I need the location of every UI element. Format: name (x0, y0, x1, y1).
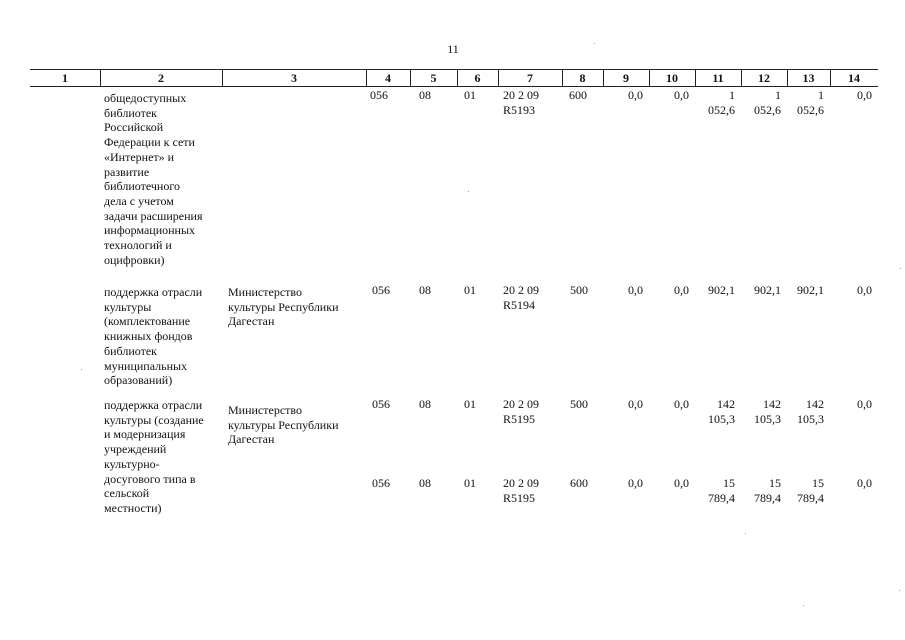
expense-type-code: 500 (570, 283, 588, 297)
program-name: поддержка отрасли культуры (создание и модернизация учреждений культурно- досугового типа в сельской местности) (104, 398, 204, 515)
target-article-code: 20 2 09 R5195 (503, 476, 539, 505)
code-col4: 056 (372, 283, 390, 297)
value-col13: 902,1 (797, 283, 824, 297)
column-number-3: 3 (291, 71, 297, 85)
value-col10: 0,0 (674, 88, 689, 102)
scan-speck (81, 369, 82, 370)
scan-speck (745, 533, 746, 534)
code-col4: 056 (370, 88, 388, 102)
code-col6: 01 (464, 476, 476, 490)
expense-type-code: 600 (569, 88, 587, 102)
value-col14: 0,0 (857, 283, 872, 297)
ministry-name: Министерство культуры Республики Дагестан (228, 403, 339, 447)
column-number-14: 14 (848, 71, 860, 85)
value-col14: 0,0 (857, 476, 872, 490)
code-col6: 01 (464, 283, 476, 297)
column-number-1: 1 (62, 71, 68, 85)
target-article-code: 20 2 09 R5195 (503, 397, 539, 426)
value-col13: 142 105,3 (797, 397, 824, 426)
program-name: поддержка отрасли культуры (комплектование книжных фондов библиотек муниципальных образований) (104, 285, 203, 388)
ministry-name: Министерство культуры Республики Дагестан (228, 285, 339, 329)
code-col4: 056 (372, 476, 390, 490)
column-number-7: 7 (527, 71, 533, 85)
value-col10: 0,0 (674, 283, 689, 297)
column-number-4: 4 (385, 71, 391, 85)
column-number-9: 9 (623, 71, 629, 85)
value-col14: 0,0 (857, 397, 872, 411)
scan-speck (468, 191, 469, 192)
code-col5: 08 (419, 397, 431, 411)
value-col9: 0,0 (628, 283, 643, 297)
column-number-2: 2 (158, 71, 164, 85)
value-col10: 0,0 (674, 397, 689, 411)
scan-speck (899, 590, 900, 591)
page-number: 11 (447, 42, 459, 56)
column-number-10: 10 (666, 71, 678, 85)
value-col13: 1 052,6 (797, 88, 824, 117)
scan-speck (594, 43, 595, 44)
code-col5: 08 (419, 283, 431, 297)
value-col12: 15 789,4 (754, 476, 781, 505)
column-number-12: 12 (758, 71, 770, 85)
column-number-5: 5 (430, 71, 437, 85)
code-col5: 08 (419, 476, 431, 490)
value-col11: 15 789,4 (708, 476, 735, 505)
value-col10: 0,0 (674, 476, 689, 490)
scan-speck (803, 605, 804, 606)
value-col12: 142 105,3 (754, 397, 781, 426)
header-bottom-border (30, 86, 878, 87)
value-col11: 142 105,3 (708, 397, 735, 426)
header-top-border (30, 69, 878, 70)
value-col14: 0,0 (857, 88, 872, 102)
value-col11: 902,1 (708, 283, 735, 297)
code-col6: 01 (464, 88, 476, 102)
target-article-code: 20 2 09 R5194 (503, 283, 539, 312)
column-number-6: 6 (474, 71, 481, 85)
value-col12: 1 052,6 (754, 88, 781, 117)
code-col5: 08 (419, 88, 431, 102)
column-number-11: 11 (712, 71, 724, 85)
value-col12: 902,1 (754, 283, 781, 297)
column-number-13: 13 (802, 71, 815, 85)
code-col4: 056 (372, 397, 390, 411)
scan-speck (900, 268, 901, 269)
value-col9: 0,0 (628, 397, 643, 411)
expense-type-code: 500 (570, 397, 588, 411)
column-number-8: 8 (579, 71, 586, 85)
value-col13: 15 789,4 (797, 476, 824, 505)
target-article-code: 20 2 09 R5193 (503, 88, 539, 117)
value-col9: 0,0 (628, 476, 643, 490)
value-col9: 0,0 (628, 88, 643, 102)
code-col6: 01 (464, 397, 476, 411)
value-col11: 1 052,6 (708, 88, 735, 117)
expense-type-code: 600 (570, 476, 588, 490)
program-name: общедоступных библиотек Российской Федерации к сети «Интернет» и развитие библиотечного дела с учетом задачи расширения информационных технологий и оцифровки) (104, 91, 203, 267)
